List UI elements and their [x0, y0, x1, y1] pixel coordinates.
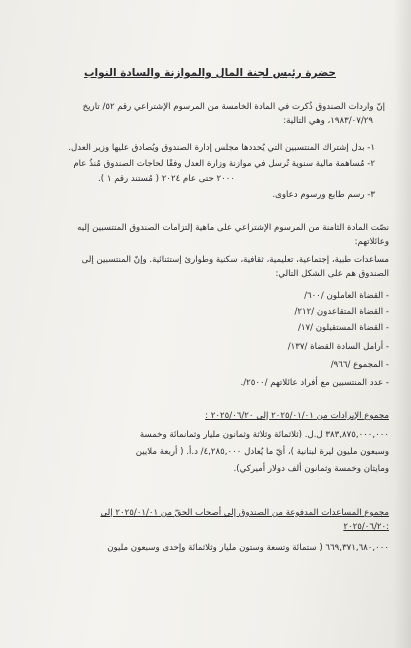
- revenue-line-2: وسبعون مليون ليرة لبنانية )، أيّ ما يُعادل ٤,٢٨٥,٠٠٠/ د.أ. ( أربعة ملايين: [135, 447, 389, 457]
- member-item-1: - القضاة العاملون /٦٠٠/: [304, 291, 389, 301]
- revenue-line-1: ٣٨٣,٨٧٥,٠٠٠,٠٠٠ ل.ل. (ثلاثمائة وثلاثة وثمانون مليار وثمانمائة وخمسة: [139, 430, 389, 440]
- member-item-6: - عدد المنتسبين مع أفراد عائلاتهم /٢٥٠٠/.: [240, 378, 389, 388]
- aid-total-heading: مجموع المساعدات المدفوعة من الصندوق إلى أصحاب الحقّ من ٢٠٢٥/٠١/٠١ إلى: [100, 508, 389, 518]
- revenue-source-item-3: ٣- رسم طابع ورسوم دعاوى.: [272, 190, 375, 200]
- revenue-source-item-2: ٢- مُساهمة مالية سنوية تُرسل في موازنة وزارة العدل وفقًا لحاجات الصندوق مُنذُ عام: [73, 159, 375, 169]
- aid-total-heading-cont: ٢٠٢٥/٠٦/٢٠:: [343, 522, 389, 532]
- revenue-heading: مجموع الإيرادات من ٢٠٢٥/٠١/٠١ إلى ٢٠٢٥/٠٦/٢٠ :: [205, 411, 389, 421]
- revenue-source-item-2-cont: ٢٠٠٠ حتى عام ٢٠٢٤ ( مُستند رقم ١ ).: [98, 174, 235, 184]
- member-item-2: - القضاة المتقاعدون /٢١٢/: [294, 307, 389, 317]
- intro-line-1: إنّ واردات الصندوق ذُكرت في المادة الخامسة من المرسوم الإشتراعي رقم ٥٢/ تاريخ: [82, 102, 385, 112]
- revenue-source-item-1: ١- بدل إشتراك المنتسبين التي يُحددها مجلس إدارة الصندوق ويُصادق عليها وزير العدل.: [68, 143, 375, 153]
- intro-line-2: ١٩٨٣/٠٧/٢٩، وهي التالية:: [283, 116, 373, 126]
- revenue-line-3: ومايتان وخمسة وثمانون ألف دولار أميركي).: [233, 464, 389, 474]
- member-item-4: - أرامل السادة القضاة /١٣٧/: [287, 342, 389, 352]
- aid-types-line-2: الصندوق هم على الشكل التالي:: [275, 269, 389, 279]
- article8-line-2: وعائلاتهم:: [354, 237, 389, 247]
- aid-types-line-1: مساعدات طبية، إجتماعية، تعليمية، ثقافية، سكنية وطوارئ إستثنائية. وإنّ المنتسبين إلى: [81, 255, 389, 265]
- aid-total-line-1: ٦٦٩,٣٧١,٦٨٠,٠٠٠ ( ستمائة وتسعة وستون مليار وثلاثمائة وإحدى وسبعون مليون: [107, 543, 389, 553]
- member-item-5: - المجموع /٩٦٦/: [330, 360, 389, 370]
- article8-line-1: نصّت المادة الثامنة من المرسوم الإشتراعي على ماهية إلتزامات الصندوق المنتسبين إليه: [77, 223, 389, 233]
- document-title: حضرة رئيس لجنة المال والموازنة والسادة النواب: [84, 67, 336, 79]
- member-item-3: - القضاة المستقيلون /١٧/: [297, 323, 389, 333]
